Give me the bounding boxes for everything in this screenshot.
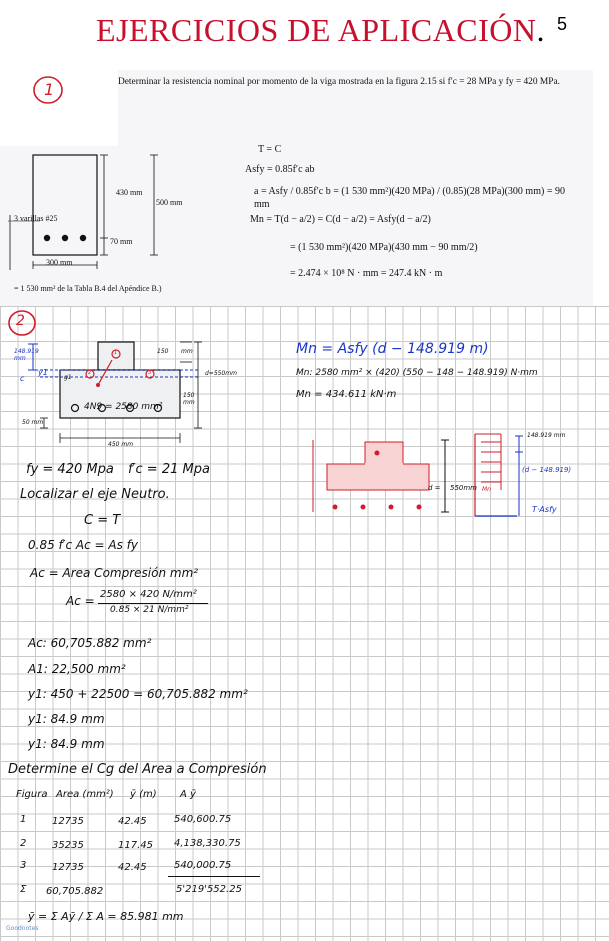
table-cell: 35235 — [52, 840, 84, 851]
moment-line-1: Mn = Asfy (d − 148.919 m) — [296, 341, 489, 357]
table-cell: 12735 — [52, 816, 84, 827]
sketch-label-1: 1 — [114, 350, 118, 356]
table-cell: Σ — [20, 884, 27, 895]
work-frac-bar — [98, 603, 208, 604]
stress-label-550: 550mm — [450, 484, 477, 492]
moment-line-2: Mn: 2580 mm² × (420) (550 − 148 − 148.919) N·mm — [296, 368, 538, 378]
work-ct: C = T — [84, 513, 121, 528]
stress-label-148: 148.919 mm — [527, 432, 566, 439]
work-y1c: y1: 84.9 mm — [28, 737, 105, 751]
work-locate: Localizar el eje Neutro. — [20, 487, 170, 502]
work-a1: A1: 22,500 mm² — [28, 662, 126, 676]
table-header-figura: Figura — [16, 789, 48, 800]
table-cell: 1 — [20, 814, 27, 825]
work-fy: fy = 420 Mpa — [26, 462, 114, 477]
table-cell: 5'219'552.25 — [176, 884, 242, 895]
work-fc: f′c = 21 Mpa — [128, 462, 210, 477]
stress-diagram — [305, 430, 605, 530]
eq-line-5: = (1 530 mm²)(420 MPa)(430 mm − 90 mm/2) — [290, 242, 478, 253]
table-cell: 60,705.882 — [46, 886, 104, 897]
beam-section-figure — [0, 145, 200, 305]
eq-line-2: Asfy = 0.85f′c ab — [245, 164, 315, 175]
sketch-label-bars: 4N9 = 2580 mm² — [84, 402, 163, 412]
table-header-ay: A ȳ — [180, 789, 196, 800]
stress-label-T: T·Asfy — [532, 505, 557, 514]
watermark: Goodnotes — [6, 925, 39, 932]
table-cell: 2 — [20, 838, 27, 849]
sketch-label-148: 148.919 mm — [14, 348, 39, 362]
work-frac-lhs: Ac = — [66, 594, 95, 608]
page-number: 5 — [557, 14, 568, 34]
page-title: EJERCICIOS DE APLICACIÓN. — [96, 12, 545, 48]
sketch-label-d550: d=550mm — [205, 370, 237, 377]
sketch-label-50: 50 mm — [22, 419, 44, 426]
eq-line-1: T = C — [258, 144, 282, 155]
dim-500: 500 mm — [156, 198, 183, 207]
table-cell: 540,600.75 — [174, 814, 232, 825]
figure-footnote: = 1 530 mm² de la Tabla B.4 del Apéndice B.) — [14, 284, 162, 293]
moment-line-3: Mn = 434.611 kN·m — [296, 389, 397, 400]
work-determine: Determine el Cg del Area a Compresión — [8, 762, 267, 777]
exercise-1-number: 1 — [44, 80, 55, 99]
table-cell: 4,138,330.75 — [174, 838, 241, 849]
ybar-result: ȳ = Σ Aȳ / Σ A = 85.981 mm — [28, 910, 184, 923]
table-sum-rule — [168, 876, 260, 877]
dim-70: 70 mm — [110, 237, 133, 246]
exercise-2-number: 2 — [16, 313, 25, 329]
work-y1a: y1: 450 + 22500 = 60,705.882 mm² — [28, 687, 248, 701]
sketch-label-150-side: 150 mm — [183, 392, 195, 406]
sketch-label-450: 450 mm — [108, 441, 134, 448]
work-eq1: 0.85 f′c Ac = As fy — [28, 538, 138, 552]
dim-430: 430 mm — [116, 188, 143, 197]
sketch-label-g: g1 — [64, 374, 72, 381]
eq-line-3: a = Asfy / 0.85f′c b = (1 530 mm²)(420 MPa) / (0.85)(28 MPa)(300 mm) = 90 mm — [254, 186, 565, 210]
table-header-area: Area (mm²) — [56, 789, 114, 800]
stress-label-d: d = — [428, 484, 441, 492]
table-cell: 42.45 — [118, 816, 147, 827]
work-frac-num: 2580 × 420 N/mm² — [100, 589, 197, 600]
table-header-ybar: ȳ (m) — [130, 789, 157, 800]
sketch-label-3: 3 — [148, 370, 152, 376]
sketch-label-150-top: 150 — [157, 348, 169, 355]
eq-line-6: = 2.474 × 10⁸ N · mm = 247.4 kN · m — [290, 268, 443, 279]
table-cell: 117.45 — [118, 840, 153, 851]
sketch-label-y1: y1 — [38, 368, 48, 377]
table-cell: 42.45 — [118, 862, 147, 873]
work-y1b: y1: 84.9 mm — [28, 712, 105, 726]
work-frac-den: 0.85 × 21 N/mm² — [110, 605, 189, 615]
table-cell: 540,000.75 — [174, 860, 232, 871]
eq-line-4: Mn = T(d − a/2) = C(d − a/2) = Asfy(d − a/2) — [250, 214, 431, 225]
table-cell: 3 — [20, 860, 27, 871]
work-eq2: Ac = Area Compresión mm² — [30, 566, 199, 580]
sketch-label-2: 2 — [88, 370, 92, 376]
stress-label-dminus: (d − 148.919) — [522, 466, 572, 474]
work-ac: Ac: 60,705.882 mm² — [28, 636, 152, 650]
bars-label: 3 varillas #25 — [14, 214, 58, 223]
exercise-1-statement: Determinar la resistencia nominal por momento de la viga mostrada en la figura 2.15 si f′c = 28 MPa y fy = 420 MPa. — [118, 77, 560, 87]
sketch-label-c: c — [20, 374, 25, 383]
dim-300: 300 mm — [46, 258, 73, 267]
table-cell: 12735 — [52, 862, 84, 873]
stress-label-mn: Mn — [482, 486, 491, 493]
sketch-label-mm: mm — [181, 348, 193, 355]
t-beam-sketch — [0, 330, 270, 455]
